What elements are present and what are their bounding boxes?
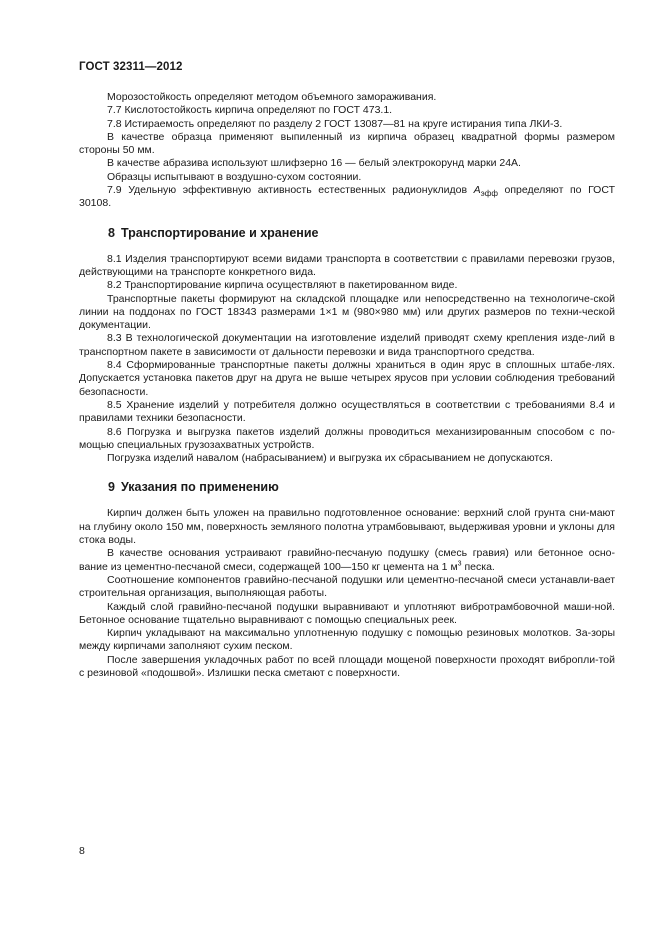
paragraph-7-7: 7.7 Кислотостойкость кирпича определяют по ГОСТ 473.1. [107, 104, 393, 117]
paragraph-bulk-loading: Погрузка изделий навалом (набрасыванием) и выгрузка их сбрасыванием не допускаются. [107, 452, 553, 465]
section-8-title: Транспортирование и хранение [120, 225, 319, 240]
text-7-9-start: 7.9 Удельную эффективную активность естественных радионуклидов [107, 184, 474, 197]
text-7-9-end: определяют по ГОСТ 30108. [79, 184, 615, 210]
paragraph-9-laying: Кирпич укладывают на максимально уплотненную подушку с помощью резиновых молотков. За-зоры между кирпичами заполняют сухим песком. [79, 627, 615, 653]
section-9-title: Указания по применению [120, 480, 279, 495]
section-8-number: 8 [108, 225, 115, 240]
cubic-superscript: 3 [457, 560, 462, 568]
paragraph-packages: Транспортные пакеты формируют на складской площадке или непосредственно на технологиче-ской линии на поддонах по ГОСТ 18343 размерами 1×1 м (980×980 мм) или других размеров по техни-ческой документации. [79, 292, 615, 332]
paragraph-8-2: 8.2 Транспортирование кирпича осуществляют в пакетированном виде. [107, 279, 458, 292]
section-8-heading [108, 225, 615, 241]
text-foundation-end: песка. [461, 560, 495, 573]
paragraph-8-5: 8.5 Хранение изделий у потребителя должно осуществляться в соответствии с требованиями 8.4 и правилами техники безопасности. [79, 398, 615, 425]
paragraph-9-layers: Каждый слой гравийно-песчаной подушки выравнивают и уплотняют вибротрамбовочной маши-ной. Бетонное основание тщательно выравнивают с помощью специальных реек. [79, 600, 615, 626]
paragraph-9-foundation [79, 547, 615, 574]
paragraph-7-8: 7.8 Истираемость определяют по разделу 2 ГОСТ 13087—81 на круге истирания типа ЛКИ-3. [107, 117, 563, 130]
activity-symbol: A [473, 184, 481, 197]
activity-subscript: эфф [480, 189, 498, 199]
page-body [79, 91, 615, 680]
paragraph-abrasive: В качестве абразива используют шлифзерно 16 — белый электрокорунд марки 24А. [107, 157, 521, 170]
text-foundation-start: В качестве основания устраивают гравийно-песчаную подушку (смесь гравия) или бетонное осно-вание из цементно-песчаной смеси, содержащей 100—150 кг цемента на 1 м [79, 547, 615, 573]
paragraph-sample: В качестве образца применяют выпиленный из кирпича образец квадратной формы размером стороны 50 мм. [79, 130, 615, 157]
paragraph-air-dry: Образцы испытывают в воздушно-сухом состоянии. [107, 170, 362, 183]
paragraph-8-4: 8.4 Сформированные транспортные пакеты должны храниться в один ярус в сплошных штабе-лях. Допускается установка пакетов друг на друга не выше четырех ярусов при условии соблюдения требований безопасности. [79, 359, 615, 398]
paragraph-9-ratio: Соотношение компонентов гравийно-песчаной подушки или цементно-песчаной смеси устанавли-вает строительная организация, выполняющая работы. [79, 573, 615, 600]
paragraph-8-1: 8.1 Изделия транспортируют всеми видами транспорта в соответствии с правилами перевозки грузов, действующими на транспорте конкретного вида. [79, 252, 615, 278]
paragraph-9-finishing: После завершения укладочных работ по всей площади мощеной поверхности проходят вибропли-той с резиновой «подошвой». Излишки песка сметают с поверхности. [79, 653, 615, 679]
paragraph-8-3: 8.3 В технологической документации на изготовление изделий приводят схему крепления изде-лий в транспортном пакете в зависимости от дальности перевозки и вида транспортного средства. [79, 332, 615, 358]
paragraph-8-6: 8.6 Погрузка и выгрузка пакетов изделий должны проводиться механизированным способом с по-мощью специальных грузозахватных устройств. [79, 425, 615, 451]
section-9-number: 9 [108, 480, 115, 495]
document-header: ГОСТ 32311—2012 [79, 61, 183, 73]
paragraph-7-9 [79, 184, 615, 211]
page-number: 8 [79, 845, 85, 857]
paragraph-9-base: Кирпич должен быть уложен на правильно подготовленное основание: верхний слой грунта сни-мают на глубину около 150 мм, поверхность земляного полотна утрамбовывают, выдерживая уровни и уклоны для стока воды. [79, 507, 615, 547]
paragraph-frost: Морозостойкость определяют методом объемного замораживания. [107, 91, 437, 103]
section-9-heading [108, 479, 615, 495]
